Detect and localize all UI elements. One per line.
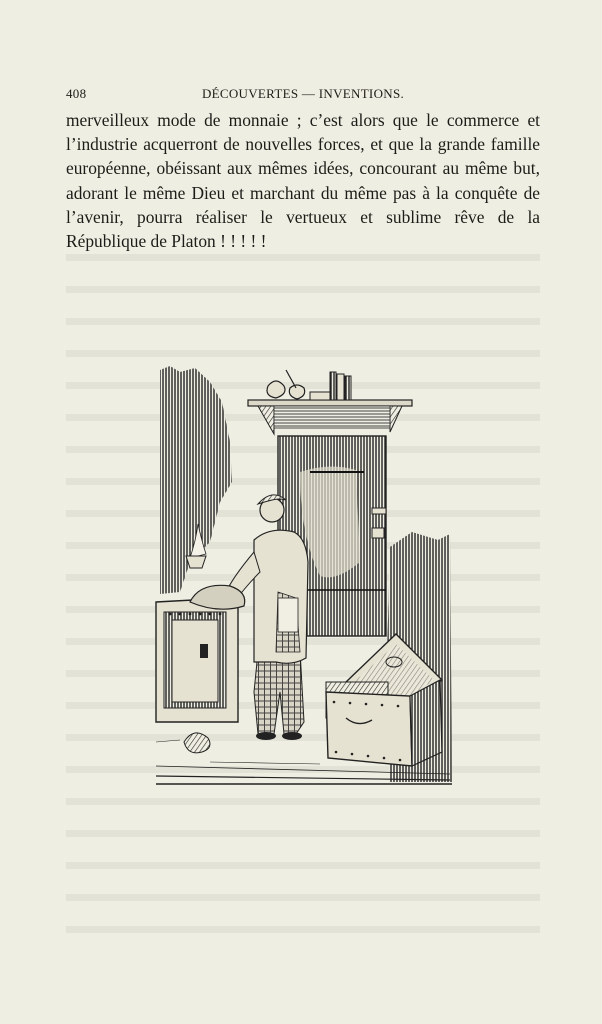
coin-bag-floor (184, 733, 210, 753)
running-head: DÉCOUVERTES — INVENTIONS. (201, 86, 405, 101)
paragraph: merveilleux mode de monnaie ; c’est alors que le commerce et l’industrie acquerront de nouvelles forces, et que la grande famille européenne, obéissant aux mêmes idées, concourant au même but, adorant le même Dieu et marchant du même pas à la conquête de l’avenir, pourra réaliser le vertueux et sublime rêve de la République de Platon ! ! ! ! ! (66, 110, 540, 252)
shelf-with-pots (248, 370, 412, 434)
page-number: 408 (66, 86, 87, 101)
body-text (66, 108, 540, 253)
engraving-illustration (150, 362, 456, 786)
strongbox (156, 598, 238, 722)
page-header (66, 86, 540, 106)
